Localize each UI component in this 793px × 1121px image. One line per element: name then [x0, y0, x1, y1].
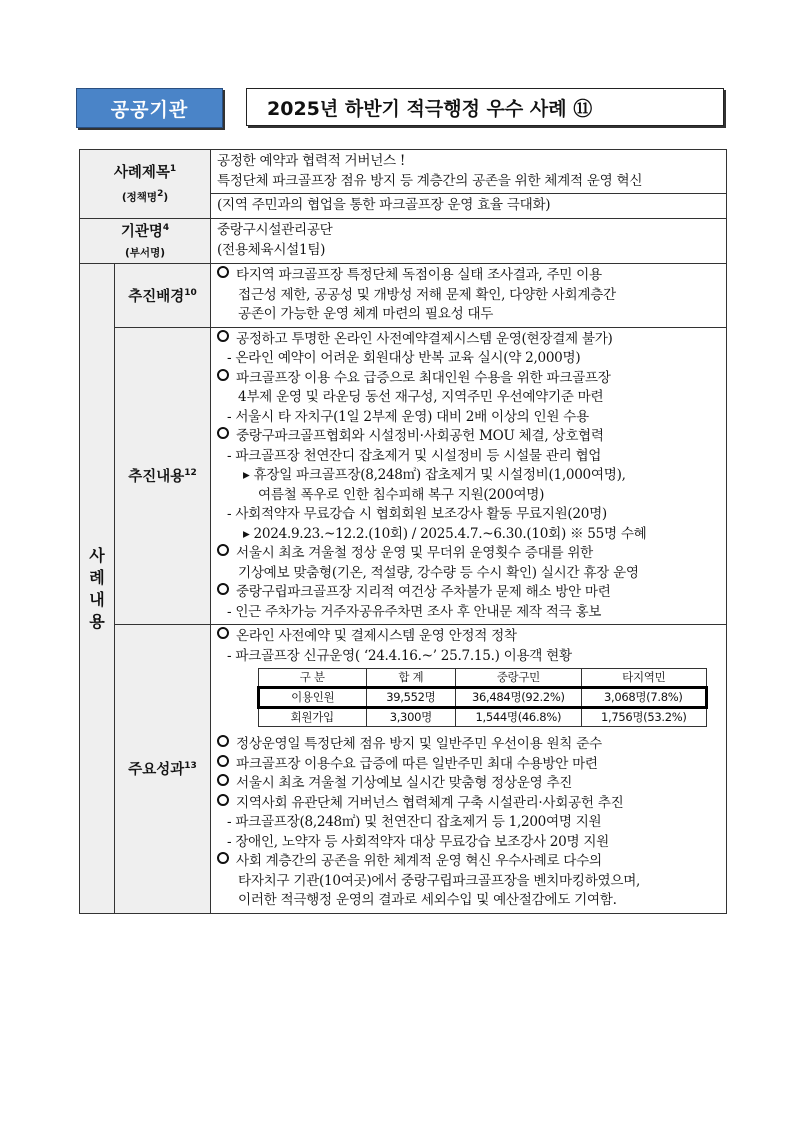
- bullet-item: 타지역 파크골프장 특정단체 독점이용 실태 조사결과, 주민 이용: [217, 266, 722, 286]
- background-content: [211, 264, 727, 328]
- dash-item: - 파크골프장 천연잔디 잡초제거 및 시설정비 등 시설물 관리 협업: [227, 447, 602, 464]
- agency-label-cell: [80, 218, 211, 264]
- bullet-item: 지역사회 유관단체 거버넌스 협력체계 구축 시설관리·사회공헌 추진: [217, 794, 722, 814]
- visitor-stats-table: [257, 668, 708, 727]
- department-label: (부서명): [124, 246, 166, 259]
- bullet-item: 중랑구립파크골프장 지리적 여건상 주차불가 문제 해소 방안 마련: [217, 583, 722, 603]
- stats-header-cell: 중랑구민: [456, 669, 581, 688]
- case-title-content: [211, 150, 727, 194]
- bullet-item: 중랑구파크골프협회와 시설정비·사회공헌 MOU 체결, 상호협력: [217, 427, 722, 447]
- category-label: 공공기관: [110, 98, 189, 121]
- case-title-line: 특정단체 파크골프장 점유 방지 등 계층간의 공존을 위한 체계적 운영 혁신: [217, 172, 643, 189]
- footnote-ref: 1: [169, 163, 177, 174]
- dash-item: - 온라인 예약이 어려운 회원대상 반복 교육 실시(약 2,000명): [227, 350, 581, 367]
- stats-cell: 36,484명(92.2%): [456, 688, 581, 708]
- case-title-label-text: 사례제목: [113, 164, 170, 181]
- stats-cell: 3,068명(7.8%): [581, 688, 706, 708]
- details-label: 추진내용$^{12}$: [115, 327, 211, 625]
- case-title-line: 공정한 예약과 협력적 거버넌스 !: [217, 153, 406, 169]
- stats-cell: 1,544명(46.8%): [456, 708, 581, 727]
- agency-name: 중랑구시설관리공단: [217, 222, 333, 239]
- dash-item: - 파크골프장 신규운영( ‘24.4.16.~’ 25.7.15.) 이용객 현황: [227, 647, 572, 664]
- footnote-ref: 4: [162, 222, 170, 233]
- background-row: [80, 264, 727, 328]
- agency-label: 기관명: [120, 223, 163, 240]
- stats-cell: 회원가입: [259, 708, 367, 727]
- dash-item: - 파크골프장(8,248㎡) 및 천연잔디 잡초제거 등 1,200여명 지원: [227, 814, 602, 831]
- bullet-continuation: 공존이 가능한 운영 체계 마련의 필요성 대두: [238, 306, 494, 323]
- dash-item: - 사회적약자 무료강습 시 협회회원 보조강사 활동 무료지원(20명): [227, 506, 607, 523]
- bullet-continuation: 타자치구 기관(10여곳)에서 중랑구립파크골프장을 벤치마킹하였으며,: [238, 872, 641, 889]
- arrow-item: ▸ 휴장일 파크골프장(8,248㎡) 잡초제거 및 시설정비(1,000여명),: [243, 467, 626, 484]
- case-title-label-cell: [80, 150, 211, 219]
- results-row: [80, 625, 727, 914]
- bullet-item: 서울시 최초 겨울철 기상예보 실시간 맞춤형 정상운영 추진: [217, 774, 722, 794]
- category-badge: [76, 88, 223, 128]
- agency-row: [80, 218, 727, 264]
- page-title: 2025년 하반기 적극행정 우수 사례 ⑪: [267, 97, 593, 120]
- results-content: [211, 625, 727, 914]
- stats-cell: 1,756명(53.2%): [581, 708, 706, 727]
- bullet-continuation: 기상예보 맞춤형(기온, 적설량, 강수량 등 수시 확인) 실시간 휴장 운영: [238, 564, 639, 581]
- case-title-row: [80, 150, 727, 194]
- bullet-item: 파크골프장 이용수요 급증에 따른 일반주민 최대 수용방안 마련: [217, 755, 722, 775]
- bullet-continuation: 4부제 운영 및 라운딩 동선 재구성, 지역주민 우선예약기준 마련: [238, 389, 604, 406]
- arrow-continuation: 여름철 폭우로 인한 침수피해 복구 지원(200여명): [258, 486, 545, 503]
- policy-name-label: (정책명$^2$): [121, 188, 169, 204]
- background-label: 추진배경$^{10}$: [115, 264, 211, 328]
- bullet-continuation: 이러한 적극행정 운영의 결과로 세외수입 및 예산절감에도 기여함.: [238, 892, 617, 909]
- stats-header-cell: 구 분: [259, 669, 367, 688]
- stats-row-members: [259, 708, 707, 727]
- bullet-item: 파크골프장 이용 수요 급증으로 최대인원 수용을 위한 파크골프장: [217, 369, 722, 389]
- stats-header-cell: 타지역민: [581, 669, 706, 688]
- department-name: (전용체육시설1팀): [217, 241, 326, 258]
- case-content-label: 사 례 내 용: [80, 264, 115, 914]
- agency-content: [211, 218, 727, 264]
- bullet-item: 정상운영일 특정단체 점유 방지 및 일반주민 우선이용 원칙 준수: [217, 735, 722, 755]
- bullet-item: 사회 계층간의 공존을 위한 체계적 운영 혁신 우수사례로 다수의: [217, 852, 722, 872]
- results-label: 주요성과$^{13}$: [115, 625, 211, 914]
- case-subtitle: (지역 주민과의 협업을 통한 파크골프장 운영 효율 극대화): [217, 197, 551, 213]
- details-row: [80, 327, 727, 625]
- stats-header-row: [259, 669, 707, 688]
- arrow-item: ▸ 2024.9.23.~12.2.(10회) / 2025.4.7.~6.30.(10회) ※ 55명 수혜: [243, 525, 647, 542]
- dash-item: - 서울시 타 자치구(1일 2부제 운영) 대비 2배 이상의 인원 수용: [227, 408, 589, 425]
- bullet-item: 온라인 사전예약 및 결제시스템 운영 안정적 정착: [217, 627, 722, 647]
- bullet-item: 서울시 최초 겨울철 정상 운영 및 무더위 운영횟수 증대를 위한: [217, 544, 722, 564]
- details-content: [211, 327, 727, 625]
- bullet-item: 공정하고 투명한 온라인 사전예약결제시스템 운영(현장결제 불가): [217, 330, 722, 350]
- dash-item: - 인근 주차가능 거주자공유주차면 조사 후 안내문 제작 적극 홍보: [227, 603, 602, 620]
- case-subtitle-cell: [211, 194, 727, 219]
- stats-cell: 3,300명: [366, 708, 456, 727]
- stats-cell: 39,552명: [366, 688, 456, 708]
- page-title-box: [246, 88, 724, 126]
- stats-row-visitors: [259, 688, 707, 708]
- dash-item: - 장애인, 노약자 등 사회적약자 대상 무료강습 보조강사 20명 지원: [227, 833, 609, 850]
- bullet-continuation: 접근성 제한, 공공성 및 개방성 저해 문제 확인, 다양한 사회계층간: [238, 286, 616, 303]
- stats-cell: 이용인원: [259, 688, 367, 708]
- stats-header-cell: 합 계: [366, 669, 456, 688]
- case-table: [79, 149, 727, 914]
